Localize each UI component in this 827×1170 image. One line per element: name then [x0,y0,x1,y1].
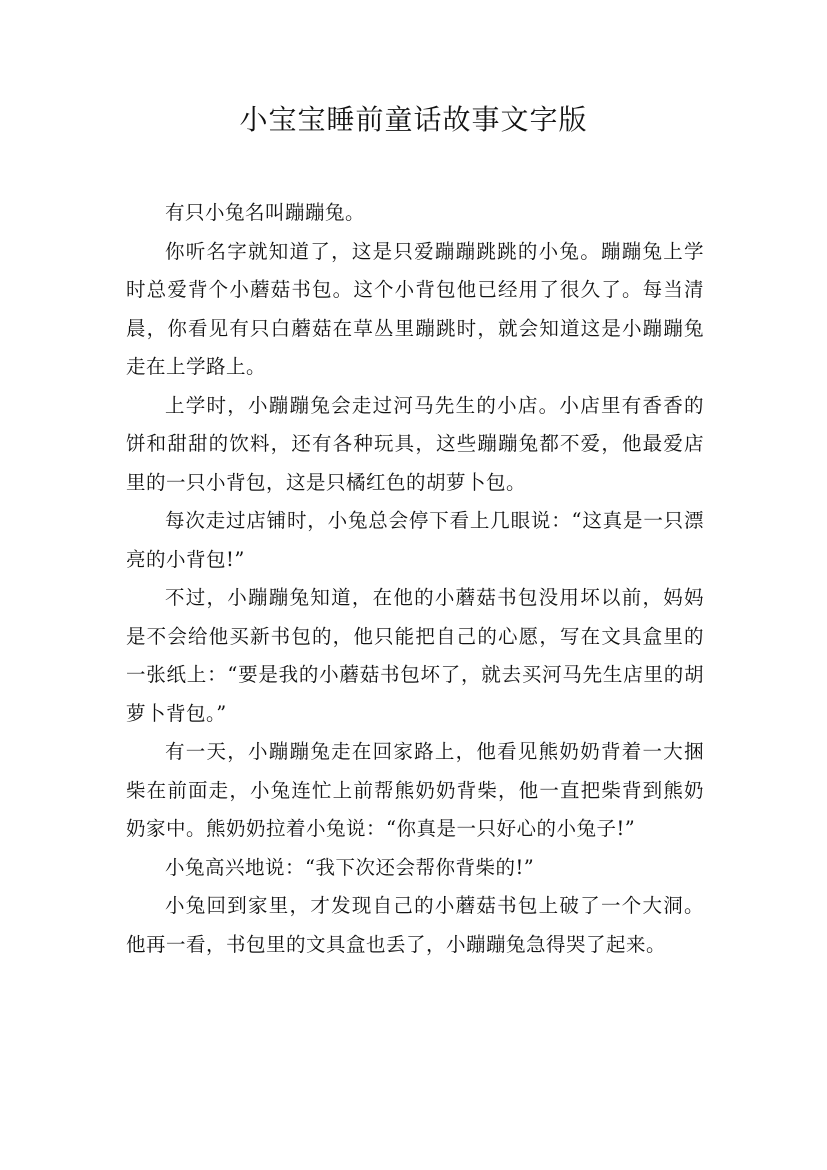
story-body [126,194,704,964]
document-title: 小宝宝睡前童话故事文字版 [239,103,588,136]
paragraph: 你听名字就知道了，这是只爱蹦蹦跳跳的小兔。蹦蹦兔上学时总爱背个小蘑菇书包。这个小背包他已经用了很久了。每当清晨，你看见有只白蘑菇在草丛里蹦跳时，就会知道这是小蹦蹦兔走在上学路上。 [126,239,704,378]
paragraph: 每次走过店铺时，小兔总会停下看上几眼说：“这真是一只漂亮的小背包!” [126,509,704,571]
paragraph: 不过，小蹦蹦兔知道，在他的小蘑菇书包没用坏以前，妈妈是不会给他买新书包的，他只能把自己的心愿，写在文具盒里的一张纸上：“要是我的小蘑菇书包坏了，就去买河马先生店里的胡萝卜背包。” [126,586,704,725]
paragraph: 有只小兔名叫蹦蹦兔。 [165,201,366,224]
paragraph: 小兔高兴地说：“我下次还会帮你背柴的!” [165,855,535,879]
paragraph: 有一天，小蹦蹦兔走在回家路上，他看见熊奶奶背着一大捆柴在前面走，小兔连忙上前帮熊奶奶背柴，他一直把柴背到熊奶奶家中。熊奶奶拉着小兔说：“你真是一只好心的小兔子!” [126,740,704,840]
paragraph: 小兔回到家里，才发现自己的小蘑菇书包上破了一个大洞。他再一看，书包里的文具盒也丢了，小蹦蹦兔急得哭了起来。 [126,894,704,956]
paragraph: 上学时，小蹦蹦兔会走过河马先生的小店。小店里有香香的饼和甜甜的饮料，还有各种玩具，这些蹦蹦兔都不爱，他最爱店里的一只小背包，这是只橘红色的胡萝卜包。 [126,393,704,494]
